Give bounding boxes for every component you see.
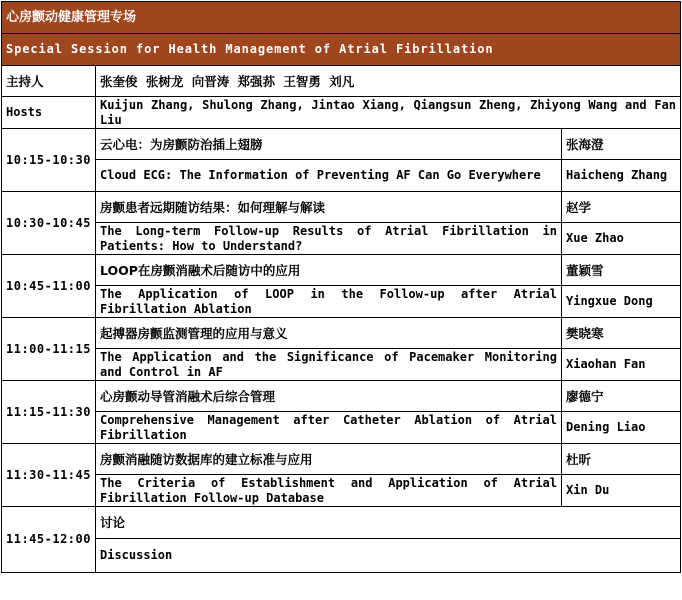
session-row-en [2,349,681,381]
speaker-name-cn: 张海澄 [562,129,681,160]
session-row-en [2,475,681,507]
talk-title-cn: 起搏器房颤监测管理的应用与意义 [96,318,562,349]
session-time: 11:30-11:45 [2,444,96,507]
session-title-en: Special Session for Health Management of Atrial Fibrillation [2,34,681,66]
session-row-cn [2,192,681,223]
discussion-row-cn [2,507,681,539]
talk-title-cn: 房颤患者远期随访结果：如何理解与解读 [96,192,562,223]
hosts-label-cn: 主持人 [2,66,96,97]
hosts-names-en: Kuijun Zhang, Shulong Zhang, Jintao Xiang, Qiangsun Zheng, Zhiyong Wang and Fan Liu [96,97,681,129]
speaker-name-en: Haicheng Zhang [562,160,681,192]
hosts-row-en [2,97,681,129]
talk-title-en: Comprehensive Management after Catheter Ablation of Atrial Fibrillation [96,412,562,444]
hosts-names-cn: 张奎俊 张树龙 向晋涛 郑强荪 王智勇 刘凡 [96,66,681,97]
session-time: 10:30-10:45 [2,192,96,255]
session-row-cn [2,318,681,349]
session-row-cn [2,381,681,412]
speaker-name-en: Xin Du [562,475,681,507]
talk-title-cn: LOOP在房颤消融术后随访中的应用 [96,255,562,286]
discussion-row-en [2,539,681,573]
discussion-label-en: Discussion [96,539,681,573]
header-row-cn [2,2,681,34]
talk-title-en: The Long-term Follow-up Results of Atrial Fibrillation in Patients: How to Understand? [96,223,562,255]
session-row-en [2,160,681,192]
session-row-cn [2,129,681,160]
speaker-name-cn: 赵学 [562,192,681,223]
speaker-name-en: Xue Zhao [562,223,681,255]
session-row-cn [2,255,681,286]
talk-title-en: Cloud ECG: The Information of Preventing AF Can Go Everywhere [96,160,562,192]
session-row-cn [2,444,681,475]
speaker-name-en: Xiaohan Fan [562,349,681,381]
talk-title-en: The Criteria of Establishment and Application of Atrial Fibrillation Follow-up Database [96,475,562,507]
hosts-label-en: Hosts [2,97,96,129]
hosts-row-cn [2,66,681,97]
talk-title-en: The Application of LOOP in the Follow-up after Atrial Fibrillation Ablation [96,286,562,318]
session-time: 11:00-11:15 [2,318,96,381]
session-time: 11:15-11:30 [2,381,96,444]
speaker-name-cn: 董颖雪 [562,255,681,286]
speaker-name-en: Dening Liao [562,412,681,444]
session-row-en [2,412,681,444]
session-title-cn: 心房颤动健康管理专场 [2,2,681,34]
header-row-en [2,34,681,66]
talk-title-cn: 心房颤动导管消融术后综合管理 [96,381,562,412]
speaker-name-cn: 杜昕 [562,444,681,475]
speaker-name-cn: 廖德宁 [562,381,681,412]
talk-title-en: The Application and the Significance of Pacemaker Monitoring and Control in AF [96,349,562,381]
session-row-en [2,223,681,255]
session-time: 10:15-10:30 [2,129,96,192]
discussion-time: 11:45-12:00 [2,507,96,573]
speaker-name-cn: 樊晓寒 [562,318,681,349]
speaker-name-en: Yingxue Dong [562,286,681,318]
talk-title-cn: 房颤消融随访数据库的建立标准与应用 [96,444,562,475]
schedule-table [1,1,681,573]
talk-title-cn: 云心电：为房颤防治插上翅膀 [96,129,562,160]
session-time: 10:45-11:00 [2,255,96,318]
session-row-en [2,286,681,318]
discussion-label-cn: 讨论 [96,507,681,539]
